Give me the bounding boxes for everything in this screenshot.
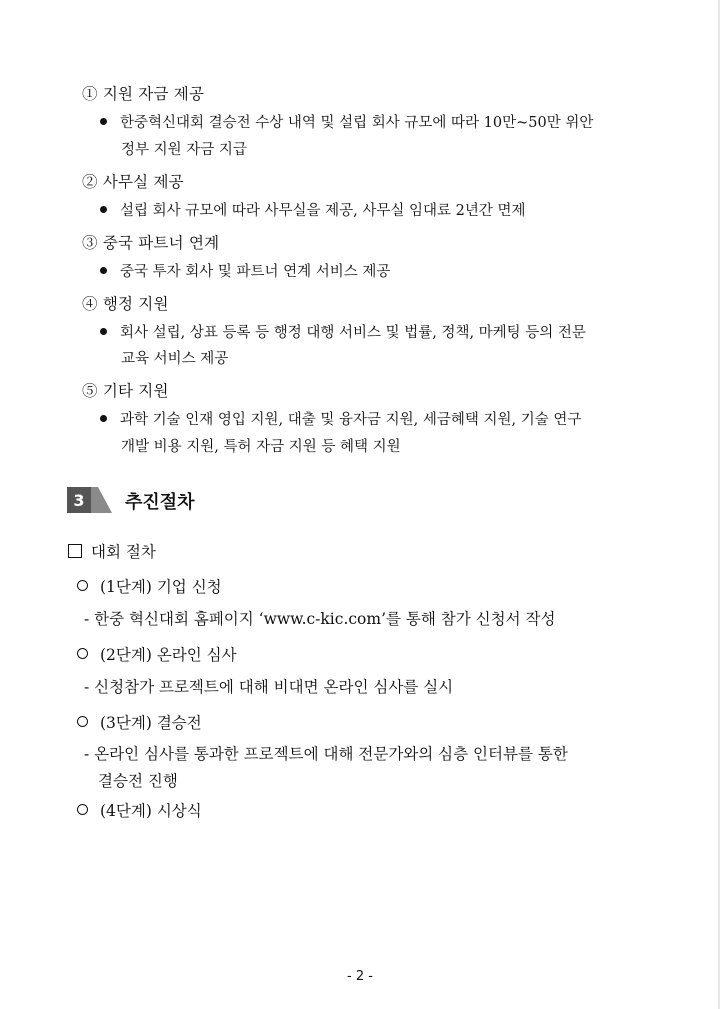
support-heading-4: ④ 행정 지원	[82, 295, 169, 313]
bullet-icon	[100, 328, 107, 335]
bullet-text: 한중혁신대회 결승전 수상 내역 및 설립 회사 규모에 따라 10만~50만 위안	[120, 115, 594, 131]
bullet-text: 중국 투자 회사 및 파트너 연계 서비스 제공	[120, 264, 391, 280]
bullet-icon	[100, 118, 107, 125]
step-3-desc-cont: 결승전 진행	[98, 772, 178, 790]
support-heading-5: ⑤ 기타 지원	[82, 382, 169, 400]
support-heading-2: ② 사무실 제공	[82, 173, 184, 191]
support-bullet-1	[100, 111, 593, 132]
bullet-text: 과학 기술 인재 영입 지원, 대출 및 융자금 지원, 세금혜택 지원, 기술 연구	[120, 412, 582, 428]
bullet-icon	[100, 267, 107, 274]
support-bullet-4	[100, 321, 586, 342]
step-4	[77, 799, 202, 821]
step-2-desc: - 신청참가 프로젝트에 대해 비대면 온라인 심사를 실시	[84, 678, 454, 696]
square-icon	[68, 544, 82, 558]
circle-icon	[77, 580, 88, 591]
procedure-heading-text: 대회 절차	[91, 543, 156, 561]
step-label: (3단계) 결승전	[100, 714, 202, 732]
page-number: - 2 -	[347, 969, 373, 984]
circle-icon	[77, 716, 88, 727]
support-heading-3: ③ 중국 파트너 연계	[82, 234, 220, 252]
step-1	[77, 575, 222, 597]
support-bullet-5-cont: 개발 비용 지원, 특허 자금 지원 등 혜택 지원	[121, 439, 401, 455]
section-number-badge	[67, 487, 112, 513]
support-bullet-3	[100, 260, 390, 281]
support-heading-1: ① 지원 자금 제공	[82, 85, 205, 103]
support-bullet-4-cont: 교육 서비스 제공	[121, 351, 229, 367]
procedure-heading	[68, 540, 156, 562]
step-1-desc: - 한중 혁신대회 홈페이지 ‘www.c-kic.com’를 통해 참가 신청서 작성	[84, 610, 556, 628]
step-label: (1단계) 기업 신청	[100, 578, 222, 596]
bullet-icon	[100, 206, 107, 213]
section-title: 추진절차	[125, 492, 195, 513]
step-label: (2단계) 온라인 심사	[100, 646, 237, 664]
step-3	[77, 711, 202, 733]
bullet-icon	[100, 415, 107, 422]
step-label: (4단계) 시상식	[100, 802, 202, 820]
circle-icon	[77, 804, 88, 815]
support-bullet-1-cont: 정부 지원 자금 지급	[121, 142, 247, 158]
circle-icon	[77, 648, 88, 659]
step-3-desc: - 온라인 심사를 통과한 프로젝트에 대해 전문가와의 심층 인터뷰를 통한	[84, 745, 568, 763]
support-bullet-2	[100, 199, 526, 220]
support-bullet-5	[100, 408, 581, 429]
section-number: 3	[73, 491, 85, 510]
bullet-text: 회사 설립, 상표 등록 등 행정 대행 서비스 및 법률, 정책, 마케팅 등의 전문	[120, 325, 586, 341]
bullet-text: 설립 회사 규모에 따라 사무실을 제공, 사무실 임대료 2년간 면제	[120, 203, 526, 219]
step-2	[77, 643, 237, 665]
